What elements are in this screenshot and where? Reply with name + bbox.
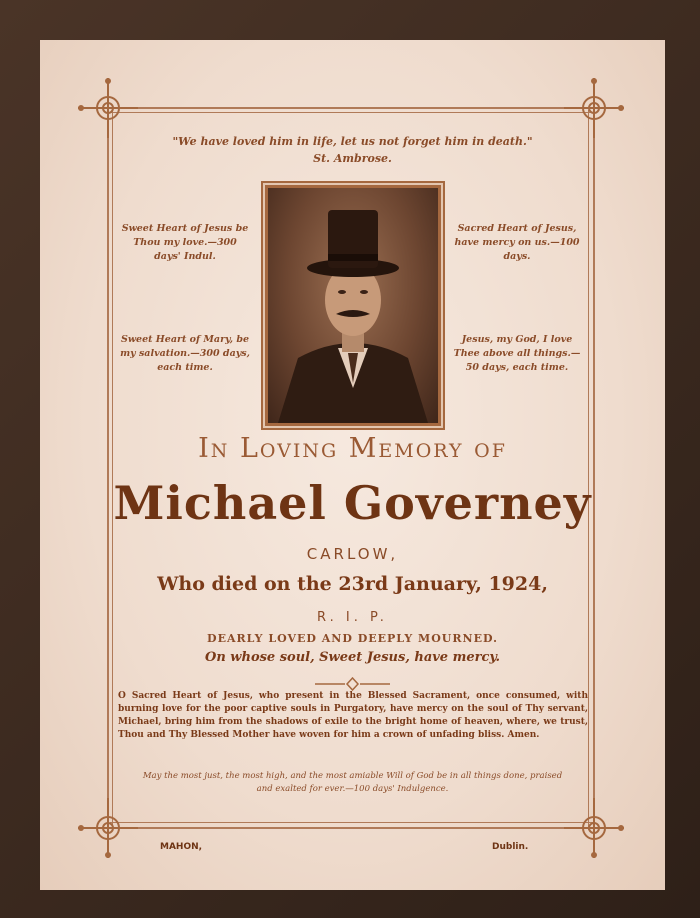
divider-ornament-icon bbox=[315, 677, 390, 691]
top-quote bbox=[140, 133, 565, 167]
memorial-heading: In Loving Memory of bbox=[198, 433, 507, 464]
corner-ornament-icon bbox=[78, 78, 138, 138]
place-name: CARLOW, bbox=[306, 545, 399, 563]
footer-prayer: May the most just, the most high, and the most amiable Will of God be in all things done, praised and exalted for ever.—100 days' Indulgence. bbox=[142, 771, 563, 794]
corner-ornament-icon bbox=[564, 78, 624, 138]
man-portrait-icon bbox=[268, 188, 438, 423]
border-right bbox=[593, 110, 595, 830]
mourned-text: DEARLY LOVED AND DEEPLY MOURNED. bbox=[207, 632, 498, 645]
border-top-inner bbox=[110, 112, 595, 113]
border-left-inner bbox=[112, 110, 113, 830]
top-quote-text: "We have loved him in life, let us not forget him in death." bbox=[172, 135, 533, 148]
death-date-line: Who died on the 23rd January, 1924, bbox=[157, 573, 548, 595]
corner-ornament-icon bbox=[78, 798, 138, 858]
prayer-bottom-right: Jesus, my God, I love Thee above all things.—50 days, each time. bbox=[453, 334, 581, 373]
prayer-top-left: Sweet Heart of Jesus be Thou my love.—300 days' Indul. bbox=[121, 223, 249, 262]
prayer-top-right: Sacred Heart of Jesus, have mercy on us.—100 days. bbox=[454, 223, 580, 262]
border-bottom bbox=[110, 827, 595, 829]
printer-name: MAHON, bbox=[160, 842, 203, 852]
border-left bbox=[107, 110, 109, 830]
memorial-card bbox=[40, 40, 665, 890]
border-bottom-inner bbox=[110, 822, 595, 823]
border-right-inner bbox=[588, 110, 589, 830]
corner-ornament-icon bbox=[564, 798, 624, 858]
prayer-bottom-left: Sweet Heart of Mary, be my salvation.—300 days, each time. bbox=[120, 334, 250, 373]
border-top bbox=[110, 107, 595, 109]
portrait-photo bbox=[265, 185, 441, 426]
rip-text: R. I. P. bbox=[317, 610, 388, 625]
mercy-text: On whose soul, Sweet Jesus, have mercy. bbox=[205, 650, 500, 665]
deceased-name: Michael Governey bbox=[113, 476, 592, 530]
prayer-paragraph: O Sacred Heart of Jesus, who present in the Blessed Sacrament, once consumed, with burning love for the poor captive souls in Purgatory, have mercy on the soul of Thy servant, Michael, bring him from the shadows of exile to the bright home of heaven, where, we trust, Thou and Thy Blessed Mother have woven for him a crown of unfading bliss. Amen. bbox=[118, 691, 588, 740]
printer-city: Dublin. bbox=[492, 842, 529, 852]
top-quote-author: St. Ambrose. bbox=[313, 152, 392, 165]
